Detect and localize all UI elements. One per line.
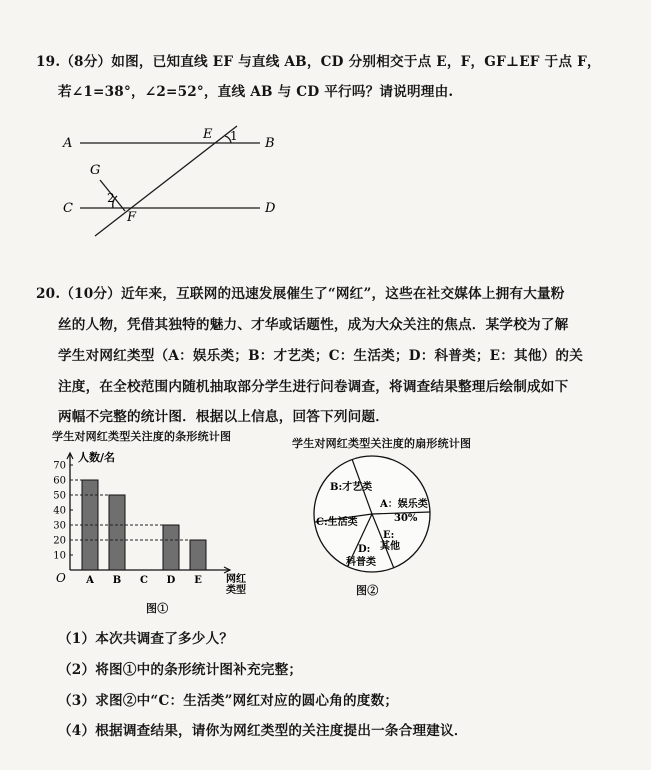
- x-tick-label: C: [140, 575, 148, 586]
- pie-label-d-2: 科普类: [346, 557, 376, 568]
- pie-chart-caption: 图②: [356, 584, 379, 597]
- q20-line5: 两幅不完整的统计图．根据以上信息，回答下列问题．: [58, 409, 390, 425]
- label-g: G: [90, 163, 101, 178]
- label-a: A: [63, 136, 73, 151]
- q20-sub2: （2）将图①中的条形统计图补充完整；: [58, 662, 303, 678]
- q19-line1: 19.（8分）如图，已知直线 EF 与直线 AB，CD 分别相交于点 E，F，GF⊥EF 于点 F，: [36, 54, 601, 70]
- y-tick-label: 10: [53, 550, 66, 562]
- q20-line4: 注度，在全校范围内随机抽取部分学生进行问卷调查，将调查结果整理后绘制成如下: [58, 379, 569, 395]
- q20-line2: 丝的人物，凭借其独特的魅力、才华或话题性，成为大众关注的焦点．某学校为了解: [58, 317, 569, 333]
- pie-label-d-1: D:: [358, 544, 371, 555]
- bar-chart-title: 学生对网红类型关注度的条形统计图: [52, 430, 232, 443]
- y-tick-label: 40: [53, 505, 66, 517]
- label-b: B: [265, 136, 275, 151]
- pie-label-e-2: 其他: [380, 541, 400, 552]
- q20-sub4: （4）根据调查结果，请你为网红类型的关注度提出一条合理建议．: [58, 723, 468, 739]
- y-tick-label: 20: [53, 535, 66, 547]
- label-c: C: [63, 201, 73, 216]
- q19-line2: 若∠1=38°，∠2=52°，直线 AB 与 CD 平行吗？请说明理由.: [58, 84, 454, 100]
- x-tick-label: D: [166, 575, 176, 586]
- q20-sub3: （3）求图②中“C：生活类”网红对应的圆心角的度数；: [58, 693, 399, 709]
- pie-label-b: B:才艺类: [330, 482, 373, 493]
- label-f: F: [127, 210, 137, 225]
- pie-label-a: A：娱乐类: [380, 499, 428, 510]
- bar-chart-caption: 图①: [146, 602, 169, 615]
- pie-chart: [310, 452, 440, 582]
- q19-figure: [55, 118, 295, 243]
- x-tick-label: E: [194, 575, 202, 586]
- y-tick-label: 70: [53, 460, 66, 472]
- y-tick-label: 60: [53, 475, 66, 487]
- label-e: E: [203, 127, 213, 142]
- pie-chart-title: 学生对网红类型关注度的扇形统计图: [292, 437, 472, 450]
- bar-D: [163, 525, 179, 570]
- pie-label-c: C:生活类: [316, 517, 358, 528]
- label-angle1: 1: [230, 129, 238, 143]
- bar-E: [190, 540, 206, 570]
- q20-line3: 学生对网红类型（A：娱乐类；B：才艺类；C：生活类；D：科普类；E：其他）的关: [58, 348, 583, 364]
- pie-value-a: 30%: [394, 513, 418, 524]
- y-axis-label: 人数/名: [78, 451, 116, 464]
- pie-label-e-1: E:: [383, 530, 395, 541]
- bar-B: [109, 495, 125, 570]
- y-tick-label: 30: [53, 520, 66, 532]
- q20-line1: 20.（10分）近年来，互联网的迅速发展催生了“网红”，这些在社交媒体上拥有大量粉: [36, 286, 565, 302]
- label-d: D: [265, 201, 276, 216]
- bar-chart: [40, 445, 250, 595]
- q20-sub1: （1）本次共调查了多少人？: [58, 631, 234, 647]
- x-tick-label: B: [112, 575, 122, 586]
- x-axis-label-1: 网红: [226, 574, 246, 585]
- x-tick-label: A: [86, 575, 94, 586]
- label-angle2: 2: [107, 191, 115, 205]
- origin-label: O: [56, 571, 66, 585]
- y-tick-label: 50: [53, 490, 66, 502]
- x-axis-label-2: 类型: [226, 585, 246, 595]
